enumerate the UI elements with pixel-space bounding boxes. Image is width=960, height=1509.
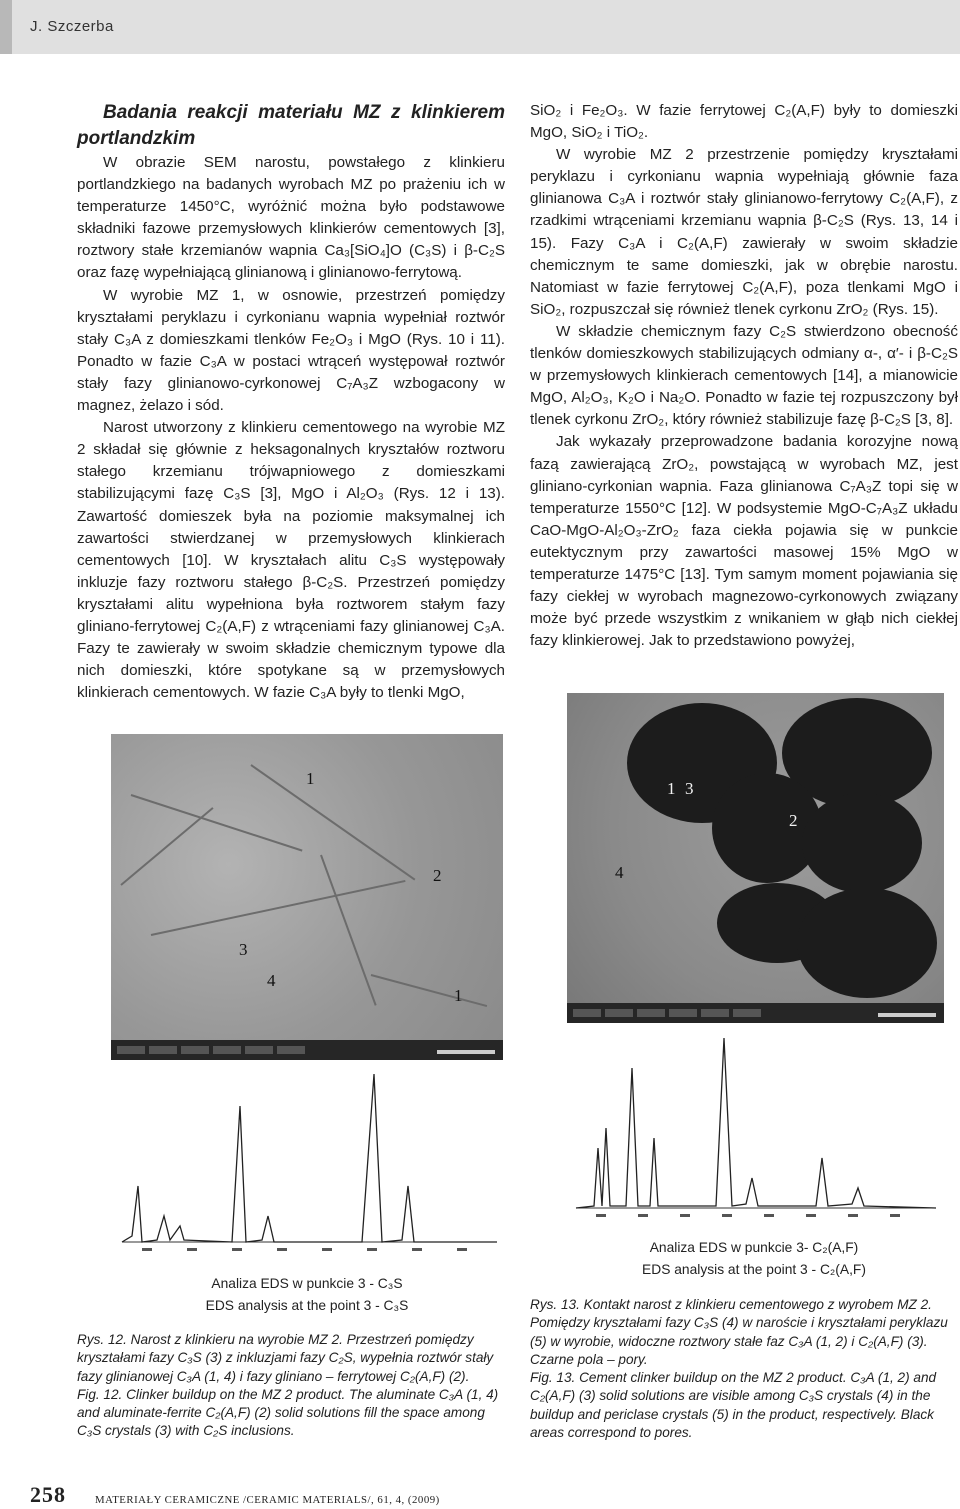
sem-image-fig13 <box>567 693 944 1023</box>
sem-point-label: 1 <box>306 769 315 788</box>
grain-boundary <box>320 855 377 1006</box>
journal-citation: MATERIAŁY CERAMICZNE /CERAMIC MATERIALS/, 61, 4, (2009) <box>95 1494 440 1506</box>
paragraph-corrosion: Jak wykazały przeprowadzone badania korozyjne nową fazą zawierającą ZrO₂, powstającą w wyrobach MZ, jest gliniano-cyrkonian wapnia. Faza glinianowa C₇A₃Z topi się w temperaturze 1550°C [12]. W podsystemie MgO-C₇A₃Z układu CaO-MgO-Al₂O₃-ZrO₂ faza ciekła pojawia się w punkcie eutektycznym przy zawartości masowej 15% MgO w temperaturze 1475°C [13]. Tym samym moment pojawiania się fazy ciekłej w wyrobach magnezowo-cyrkonowych związany może być przede wszystkim z wnikaniem w głąb nich ciekłej fazy klinkierowej. Jak to przedstawiono powyżej, <box>530 433 958 650</box>
grain-boundary <box>371 974 487 1007</box>
eds-spectrum-c3s <box>112 1066 502 1262</box>
grain-boundary <box>250 764 415 880</box>
sem-point-label: 4 <box>615 863 624 882</box>
header-bar <box>0 0 960 54</box>
section-title: Badania reakcji materiału MZ z klinkierem portlandzkim <box>77 102 505 149</box>
figure-12-caption <box>77 1331 505 1441</box>
pore <box>797 888 937 998</box>
eds-spectrum-c2af <box>566 1028 942 1228</box>
page-number: 258 <box>30 1482 66 1507</box>
paragraph-sem-overview: W obrazie SEM narostu, powstałego z klinkieru portlandzkiego na badanych wyrobach MZ po prażeniu ich w temperaturze 1450°C, wyróżnić można było podstawowe składniki fazowe przemysłowych klinkierów cementowych [3], roztwory stałe krzemianów wapnia Ca₃[SiO₄]O (C₃S) i β-C₂S oraz fazę wypełniającą glinianową i glinianowo-ferrytową. <box>77 154 505 282</box>
paragraph-mz2-buildup: Narost utworzony z klinkieru cementowego na wyrobie MZ 2 składał się głównie z heksagonalnych kryształów roztworu stałego krzemianu trójwapniowego z domieszkami stabilizującymi fazę C₃S [3], MgO i Al₂O₃ (Rys. 12 i 13). Zawartość domieszek była na poziomie maksymalnej ich zawartości stwierdzanej w przemysłowych klinkierach cementowych [10]. W kryształach alitu C₃S występowały inkluzje fazy roztworu stałego β-C₂S. Przestrzeń pomiędzy kryształami alitu wypełniona była roztworem stałym fazy gliniano-ferrytowej C₂(A,F) z wtrąceniami fazy glinianowej C₃A. Fazy te zawierały w swoim składzie chemicznym typowe dla nich domieszki, które spotykane są w przemysłowych klinkierach cementowych. W fazie C₃A były to tlenki MgO, <box>77 419 505 702</box>
grain-boundary <box>120 807 213 886</box>
sem-point-label: 2 <box>433 866 442 885</box>
figure-13-caption <box>530 1296 960 1442</box>
paragraph-mz1: W wyrobie MZ 1, w osnowie, przestrzeń pomiędzy kryształami peryklazu i cyrkonianu wapnia wypełniał roztwór stały C₃A z domieszkami tlenków Fe₂O₃ i MgO (Rys. 10 i 11). Ponadto w fazie C₃A w postaci wtrąceń występował roztwór stały fazy glinianowo-cyrkonowej C₇A₃Z wzbogacony w magnez, żelazo i sód. <box>77 286 505 415</box>
running-author: J. Szczerba <box>30 18 114 35</box>
scale-bar <box>878 1013 936 1017</box>
grain-boundary <box>131 794 303 852</box>
eds-caption-right-pl: Analiza EDS w punkcie 3- C₂(A,F) <box>649 1240 859 1255</box>
caption-fig12-pl: Rys. 12. Narost z klinkieru na wyrobie MZ 2. Przestrzeń pomiędzy kryształami fazy C₃S (3) z inkluzjami fazy C₂S, wypełnia roztwór stały fazy glinianowej C₃A (1, 4) i fazy gliniano – ferrytowej C₂(A,F) (2). <box>77 1332 494 1384</box>
sem-point-label: 3 <box>685 779 694 798</box>
eds-caption-left-en: EDS analysis at the point 3 - C₃S <box>205 1298 409 1313</box>
sem-point-label: 1 <box>667 779 676 798</box>
paragraph-mz2-matrix: W wyrobie MZ 2 przestrzenie pomiędzy kryształami peryklazu i cyrkonianu wapnia wypełniają głównie faza glinianowa C₃A i roztwór stały glinianowo-ferrytowy C₂(A,F), z rzadkimi wtrąceniami krzemianu wapnia β-C₂S (Rys. 13, 14 i 15). Fazy C₃A i C₂(A,F) zawierały w swoim składzie chemicznym te same domieszki, jak w obrębie narostu. Natomiast w fazie ferrytowej C₂(A,F), poza tlenkami MgO i SiO₂, rozpuszczał się również tlenek cyrkonu ZrO₂ (Rys. 15). <box>530 146 958 318</box>
caption-fig13-en: Fig. 13. Cement clinker buildup on the MZ 2 product. C₃A (1, 2) and C₂(A,F) (3) solid solutions are visible among C₃S crystals (4) in the buildup and periclase crystals (5) in the product, respectively. Black areas correspond to pores. <box>530 1370 937 1441</box>
sem-point-label: 4 <box>267 971 276 990</box>
eds-caption-left-pl: Analiza EDS w punkcie 3 - C₃S <box>211 1276 403 1291</box>
caption-fig13-pl: Rys. 13. Kontakt narost z klinkieru cementowego z wyrobem MZ 2. Pomiędzy kryształami fazy C₃S (4) w naroście i kryształami peryklazu (5) w wyrobie, widoczne roztwory stałe faz C₃A (1, 2) i C₂(A,F) (3). Czarne pola – pory. <box>530 1297 948 1367</box>
sem-point-label: 2 <box>789 811 798 830</box>
sem-point-label: 1 <box>454 986 463 1005</box>
pore <box>802 793 922 893</box>
right-column <box>530 100 958 652</box>
left-column <box>77 100 505 704</box>
sem-image-fig12 <box>111 734 503 1060</box>
grain-boundary <box>151 880 406 936</box>
sem-point-label: 3 <box>239 940 248 959</box>
paragraph-continuation: SiO₂ i Fe₂O₃. W fazie ferrytowej C₂(A,F) były to domieszki MgO, SiO₂ i TiO₂. <box>530 102 958 142</box>
eds-caption-right-en: EDS analysis at the point 3 - C₂(A,F) <box>642 1262 866 1277</box>
header-accent <box>0 0 12 54</box>
caption-fig12-en: Fig. 12. Clinker buildup on the MZ 2 product. The aluminate C₃A (1, 4) and aluminate-ferrite C₂(A,F) (2) solid solutions fill the space among C₃S crystals (3) with C₂S inclusions. <box>77 1386 499 1439</box>
scale-bar <box>437 1050 495 1054</box>
paragraph-c2s-composition: W składzie chemicznym fazy C₂S stwierdzono obecność tlenków domieszkowych stabilizujących odmiany α-, α′- i β-C₂S w przemysłowych klinkierach cementowych [14], a mianowicie MgO, Al₂O₃, K₂O i Na₂O. Ponadto w fazie tej rozpuszczony był tlenek cyrkonu ZrO₂, który również stabilizuje fazę β-C₂S [3, 8]. <box>530 322 958 429</box>
